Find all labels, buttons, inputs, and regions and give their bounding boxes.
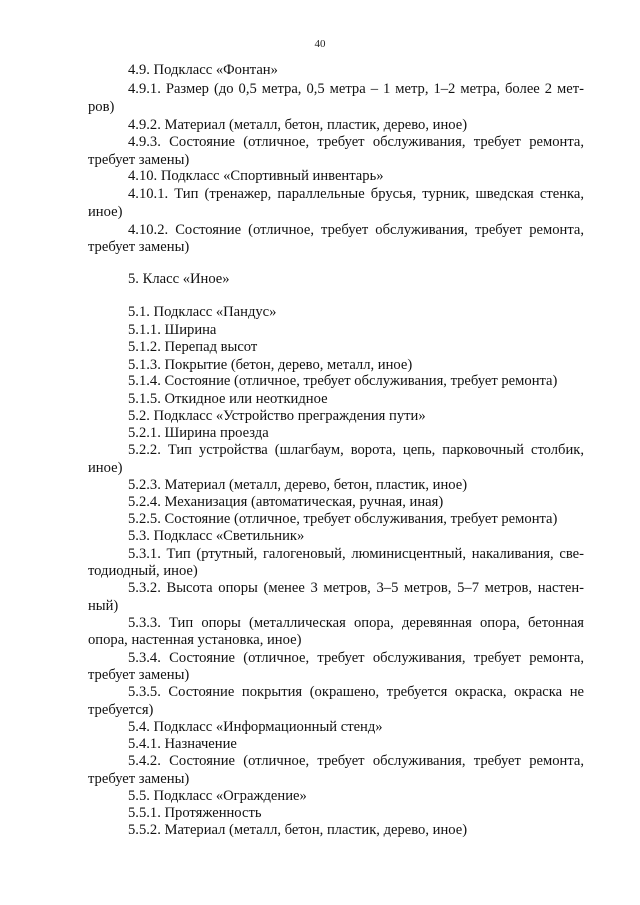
text-line: 5.2.5. Состояние (отличное, требует обслуживания, требует ремонта) [128,511,558,527]
text-line: 5.5.1. Протяженность [128,805,262,821]
text-line: тодиодный, иное) [88,563,198,579]
text-line: 5.3.4. Состояние (отличное, требует обслуживания, требует ремонта, [128,650,584,666]
text-line: 4.9. Подкласс «Фонтан» [128,62,278,78]
text-line: 5.2.4. Механизация (автоматическая, ручная, иная) [128,494,444,510]
text-line: 4.10. Подкласс «Спортивный инвентарь» [128,168,384,184]
text-line: требует замены) [88,152,190,168]
text-line: 4.10.1. Тип (тренажер, параллельные брусья, турник, шведская стенка, [128,186,584,202]
page-number: 40 [314,38,326,50]
text-line: 4.9.1. Размер (до 0,5 метра, 0,5 метра – 1 метр, 1–2 метра, более 2 мет- [128,81,584,97]
text-line: 5.4.1. Назначение [128,736,237,752]
text-line: 5.1.5. Откидное или неоткидное [128,391,328,407]
text-line: 4.9.2. Материал (металл, бетон, пластик, дерево, иное) [128,117,468,133]
text-line: 5.3. Подкласс «Светильник» [128,528,305,544]
text-line: 5.1. Подкласс «Пандус» [128,304,277,320]
text-line: 5.5. Подкласс «Ограждение» [128,788,307,804]
text-line: требуется) [88,702,154,718]
text-line: иное) [88,204,123,220]
text-line: требует замены) [88,667,190,683]
text-line: 5.1.4. Состояние (отличное, требует обслуживания, требует ремонта) [128,373,558,389]
text-line: иное) [88,460,123,476]
text-line: опора, настенная установка, иное) [88,632,302,648]
text-line: 5.1.2. Перепад высот [128,339,258,355]
text-line: требует замены) [88,239,190,255]
text-line: 5.2.1. Ширина проезда [128,425,269,441]
text-line: 5.1.3. Покрытие (бетон, дерево, металл, иное) [128,357,413,373]
text-line: ров) [88,99,115,115]
text-line: 5.3.2. Высота опоры (менее 3 метров, 3–5 метров, 5–7 метров, настен- [128,580,584,596]
text-line: 4.9.3. Состояние (отличное, требует обслуживания, требует ремонта, [128,134,584,150]
text-line: требует замены) [88,771,190,787]
text-line: 5.2.3. Материал (металл, дерево, бетон, пластик, иное) [128,477,468,493]
text-line: 5.4.2. Состояние (отличное, требует обслуживания, требует ремонта, [128,753,584,769]
text-line: 5.1.1. Ширина [128,322,217,338]
text-line: 5.2. Подкласс «Устройство преграждения пути» [128,408,426,424]
text-line: ный) [88,598,119,614]
text-line: 5.3.5. Состояние покрытия (окрашено, требуется окраска, окраска не [128,684,584,700]
text-line: 4.10.2. Состояние (отличное, требует обслуживания, требует ремонта, [128,222,584,238]
text-line: 5.2.2. Тип устройства (шлагбаум, ворота, цепь, парковочный столбик, [128,442,584,458]
section-heading: 5. Класс «Иное» [128,271,230,287]
text-line: 5.4. Подкласс «Информационный стенд» [128,719,383,735]
text-line: 5.5.2. Материал (металл, бетон, пластик, дерево, иное) [128,822,468,838]
text-line: 5.3.1. Тип (ртутный, галогеновый, люминисцентный, накаливания, све- [128,546,584,562]
text-line: 5.3.3. Тип опоры (металлическая опора, деревянная опора, бетонная [128,615,584,631]
